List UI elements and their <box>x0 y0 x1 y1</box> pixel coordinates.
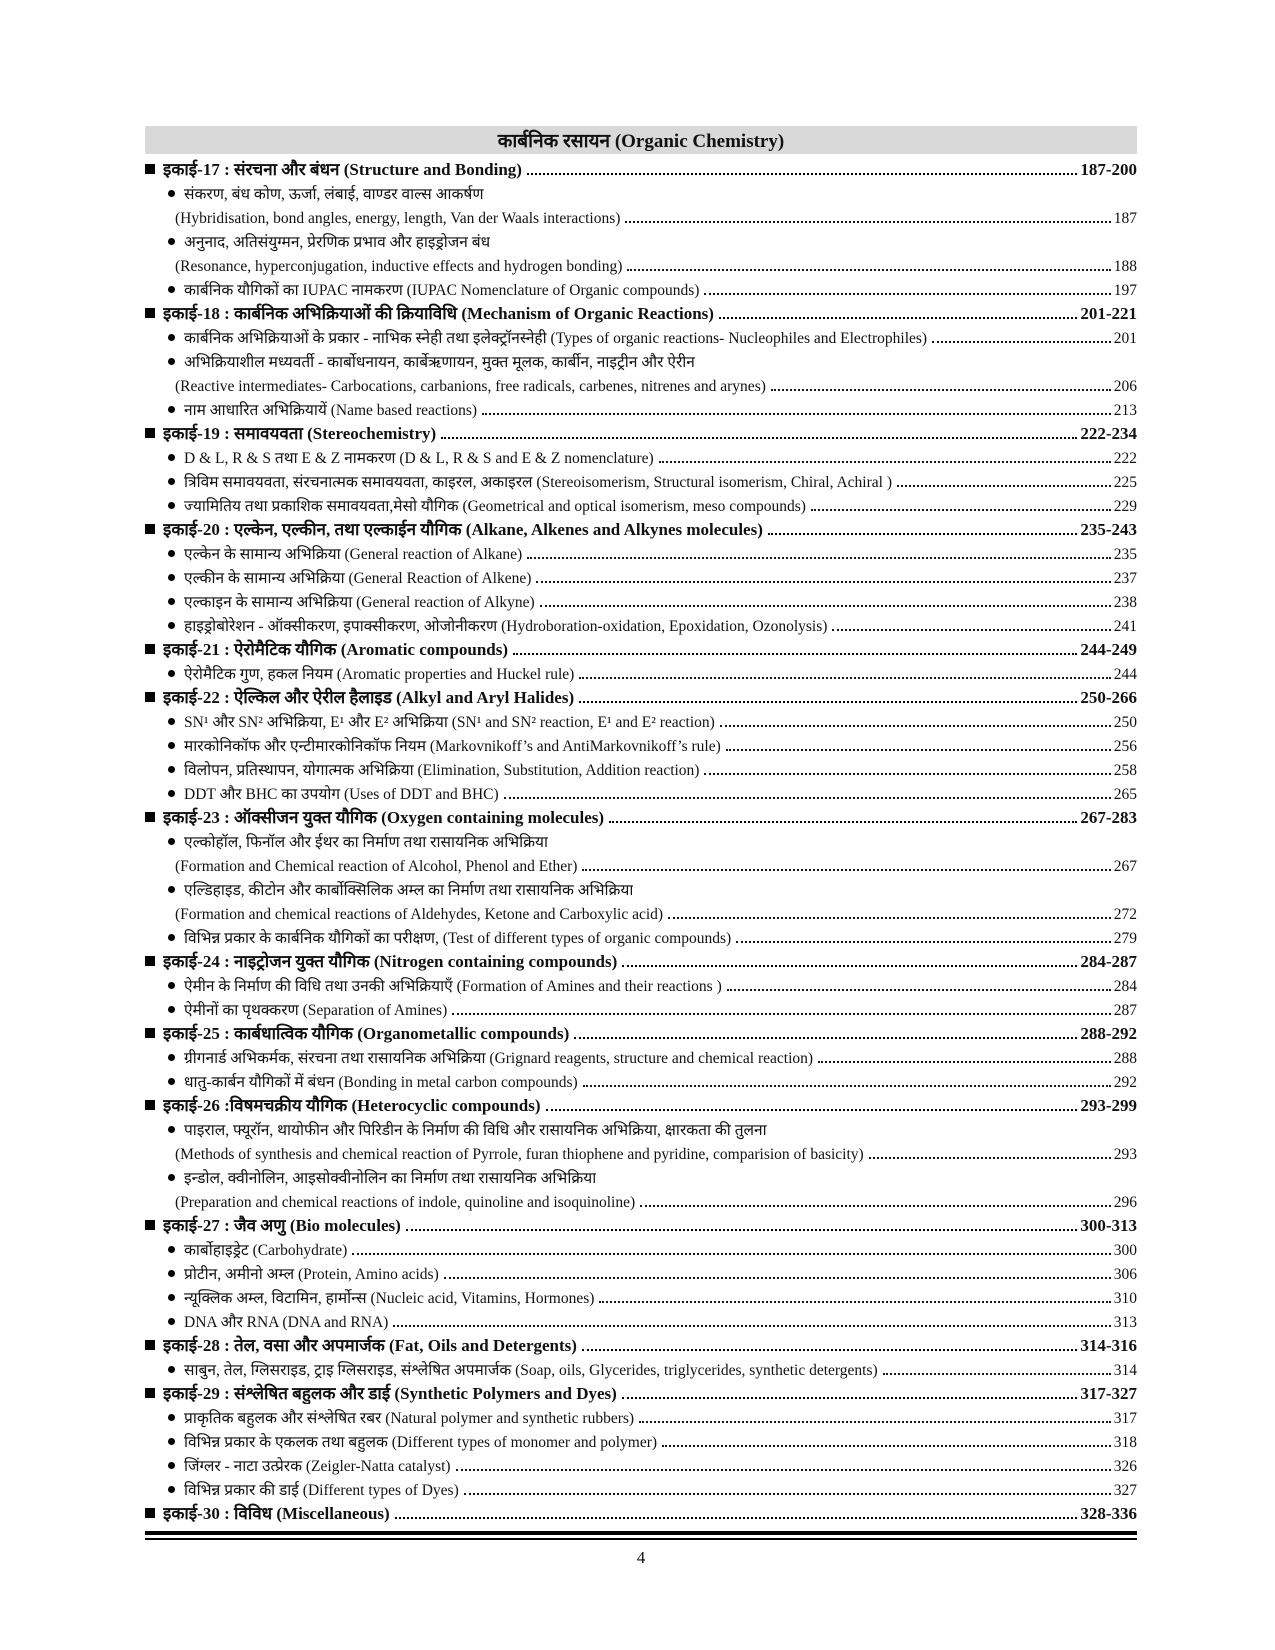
square-bullet-icon <box>145 812 155 822</box>
dot-leader <box>704 293 1110 295</box>
topic-text: DDT और BHC का उपयोग (Uses of DDT and BHC) <box>184 786 499 803</box>
topic-text-hindi: एल्डिहाइड, कीटोन और कार्बोक्सिलिक अम्ल का निर्माण तथा रासायनिक अभिक्रिया <box>184 882 634 899</box>
unit-page-range: 317-327 <box>1080 1384 1137 1403</box>
toc-topic-row <box>145 444 1137 468</box>
circle-bullet-icon <box>168 790 175 797</box>
square-bullet-icon <box>145 1028 155 1038</box>
dot-leader <box>464 1493 1111 1495</box>
square-bullet-icon <box>145 692 155 702</box>
topic-text: ऐरोमैटिक गुण, हकल नियम (Aromatic properties and Huckel rule) <box>184 666 575 683</box>
dot-leader <box>883 1373 1111 1375</box>
dot-leader <box>456 1469 1111 1471</box>
circle-bullet-icon <box>168 1246 175 1253</box>
topic-page-number: 256 <box>1113 738 1137 755</box>
unit-title: इकाई-29 : संश्लेषित बहुलक और डाई (Synthetic Polymers and Dyes) <box>163 1384 617 1403</box>
topic-page-number: 317 <box>1113 1410 1137 1427</box>
topic-page-number: 222 <box>1113 450 1137 467</box>
dot-leader <box>639 1421 1111 1423</box>
toc-unit-row <box>145 156 1137 180</box>
toc-topic-continuation <box>145 204 1137 228</box>
toc-topic-row <box>145 1428 1137 1452</box>
toc-topic-row <box>145 540 1137 564</box>
topic-page-number: 187 <box>1113 210 1137 227</box>
toc-topic-row <box>145 1068 1137 1092</box>
topic-page-number: 265 <box>1113 786 1137 803</box>
unit-page-range: 201-221 <box>1080 304 1137 323</box>
topic-text: न्यूक्लिक अम्ल, विटामिन, हार्मोन्स (Nucleic acid, Vitamins, Hormones) <box>184 1290 595 1307</box>
square-bullet-icon <box>145 1220 155 1230</box>
toc-topic-row <box>145 1356 1137 1380</box>
topic-text: विभिन्न प्रकार के कार्बनिक यौगिकों का परीक्षण, (Test of different types of organic compounds) <box>184 930 732 947</box>
toc-page-content <box>145 126 1137 1568</box>
dot-leader <box>627 269 1110 271</box>
circle-bullet-icon <box>168 1054 175 1061</box>
topic-text: हाइड्रोबोरेशन - ऑक्सीकरण, इपाक्सीकरण, ओजोनीकरण (Hydroboration-oxidation, Epoxidation, Ozonolysis) <box>184 618 828 635</box>
topic-text: DNA और RNA (DNA and RNA) <box>184 1314 389 1331</box>
unit-page-range: 250-266 <box>1080 688 1137 707</box>
toc-topic-row <box>145 276 1137 300</box>
toc-topic-row <box>145 612 1137 636</box>
topic-page-number: 237 <box>1113 570 1137 587</box>
topic-page-number: 318 <box>1113 1434 1137 1451</box>
topic-text-hindi: इन्डोल, क्वीनोलिन, आइसोक्वीनोलिन का निर्माण तथा रासायनिक अभिक्रिया <box>184 1170 597 1187</box>
unit-page-range: 300-313 <box>1080 1216 1137 1235</box>
topic-page-number: 284 <box>1113 978 1137 995</box>
unit-page-range: 187-200 <box>1080 160 1137 179</box>
dot-leader <box>897 485 1111 487</box>
topic-page-number: 206 <box>1113 378 1137 395</box>
dot-leader <box>662 1445 1111 1447</box>
circle-bullet-icon <box>168 358 175 365</box>
dot-leader <box>579 677 1110 679</box>
dot-leader <box>599 1301 1110 1303</box>
topic-text: कार्बनिक यौगिकों का IUPAC नामकरण (IUPAC Nomenclature of Organic compounds) <box>184 282 700 299</box>
dot-leader <box>818 1061 1111 1063</box>
circle-bullet-icon <box>168 1366 175 1373</box>
toc-topic-row <box>145 1404 1137 1428</box>
square-bullet-icon <box>145 308 155 318</box>
circle-bullet-icon <box>168 1414 175 1421</box>
topic-text: ऐमीनों का पृथक्करण (Separation of Amines) <box>184 1002 448 1019</box>
unit-title: इकाई-28 : तेल, वसा और अपमार्जक (Fat, Oils and Detergents) <box>163 1336 577 1355</box>
toc-topic-row <box>145 780 1137 804</box>
toc-topic-row <box>145 756 1137 780</box>
topic-text: ऐमीन के निर्माण की विधि तथा उनकी अभिक्रियाएँ (Formation of Amines and their reactions ) <box>184 978 722 995</box>
dot-leader <box>625 221 1110 223</box>
toc-list <box>145 156 1137 1524</box>
unit-page-range: 267-283 <box>1080 808 1137 827</box>
toc-topic-row <box>145 1308 1137 1332</box>
topic-page-number: 292 <box>1113 1074 1137 1091</box>
unit-page-range: 222-234 <box>1080 424 1137 443</box>
topic-page-number: 241 <box>1113 618 1137 635</box>
topic-text-english: (Resonance, hyperconjugation, inductive effects and hydrogen bonding) <box>175 258 623 275</box>
topic-page-number: 188 <box>1113 258 1137 275</box>
toc-unit-row <box>145 516 1137 540</box>
topic-page-number: 310 <box>1113 1290 1137 1307</box>
topic-page-number: 238 <box>1113 594 1137 611</box>
toc-topic-row <box>145 1044 1137 1068</box>
toc-unit-row <box>145 804 1137 828</box>
dot-leader <box>811 509 1111 511</box>
topic-page-number: 300 <box>1113 1242 1137 1259</box>
unit-page-range: 288-292 <box>1080 1024 1137 1043</box>
circle-bullet-icon <box>168 502 175 509</box>
dot-leader <box>668 917 1111 919</box>
topic-text: ज्यामितिय तथा प्रकाशिक समावयवता,मेसो यौगिक (Geometrical and optical isomerism, meso compounds) <box>184 498 806 515</box>
toc-topic-continuation <box>145 1188 1137 1212</box>
topic-text-hindi: एल्कोहॉल, फिनॉल और ईथर का निर्माण तथा रासायनिक अभिक्रिया <box>184 834 549 851</box>
toc-topic-row <box>145 1452 1137 1476</box>
dot-leader <box>527 173 1077 175</box>
unit-page-range: 235-243 <box>1080 520 1137 539</box>
topic-text-hindi: अनुनाद, अतिसंयुग्मन, प्रेरणिक प्रभाव और हाइड्रोजन बंध <box>184 234 491 251</box>
topic-page-number: 213 <box>1113 402 1137 419</box>
dot-leader <box>574 1037 1077 1039</box>
toc-unit-row <box>145 300 1137 324</box>
dot-leader <box>727 989 1111 991</box>
circle-bullet-icon <box>168 886 175 893</box>
dot-leader <box>704 773 1110 775</box>
unit-title: इकाई-21 : ऐरोमैटिक यौगिक (Aromatic compounds) <box>163 640 509 659</box>
topic-text: प्रोटीन, अमीनो अम्ल (Protein, Amino acids) <box>184 1266 439 1283</box>
dot-leader <box>932 341 1111 343</box>
unit-title: इकाई-22 : ऐल्किल और ऐरील हैलाइड (Alkyl and Aryl Halides) <box>163 688 575 707</box>
dot-leader <box>406 1229 1078 1231</box>
circle-bullet-icon <box>168 406 175 413</box>
toc-topic-continuation <box>145 852 1137 876</box>
circle-bullet-icon <box>168 334 175 341</box>
unit-title: इकाई-18 : कार्बनिक अभिक्रियाओं की क्रियाविधि (Mechanism of Organic Reactions) <box>163 304 714 323</box>
toc-topic-row <box>145 1164 1137 1188</box>
dot-leader <box>540 605 1111 607</box>
circle-bullet-icon <box>168 1174 175 1181</box>
unit-page-range: 293-299 <box>1080 1096 1137 1115</box>
toc-unit-row <box>145 1380 1137 1404</box>
unit-title: इकाई-17 : संरचना और बंधन (Structure and Bonding) <box>163 160 522 179</box>
toc-topic-continuation <box>145 372 1137 396</box>
dot-leader <box>513 653 1077 655</box>
circle-bullet-icon <box>168 982 175 989</box>
toc-topic-row <box>145 972 1137 996</box>
topic-text-english: (Formation and chemical reactions of Aldehydes, Ketone and Carboxylic acid) <box>175 906 664 923</box>
topic-page-number: 327 <box>1113 1482 1137 1499</box>
topic-text: मारकोनिकॉफ और एन्टीमारकोनिकॉफ नियम (Markovnikoff’s and AntiMarkovnikoff’s rule) <box>184 738 721 755</box>
toc-topic-row <box>145 396 1137 420</box>
circle-bullet-icon <box>168 286 175 293</box>
circle-bullet-icon <box>168 1486 175 1493</box>
topic-text-english: (Methods of synthesis and chemical reaction of Pyrrole, furan thiophene and pyridine, comparision of basicity) <box>175 1146 864 1163</box>
circle-bullet-icon <box>168 454 175 461</box>
dot-leader <box>609 821 1077 823</box>
topic-text: कार्बनिक अभिक्रियाओं के प्रकार - नाभिक स्नेही तथा इलेक्ट्रॉनस्नेही (Types of organic reactions- Nucleophiles and Electrophiles) <box>184 330 928 347</box>
topic-text-hindi: संकरण, बंध कोण, ऊर्जा, लंबाई, वाण्डर वाल्स आकर्षण <box>184 186 484 203</box>
topic-text-hindi: अभिक्रियाशील मध्यवर्ती - कार्बोधनायन, कार्बेऋणायन, मुक्त मूलक, कार्बीन, नाइट्रीन और ऐरीन <box>184 354 695 371</box>
topic-page-number: 296 <box>1113 1194 1137 1211</box>
circle-bullet-icon <box>168 574 175 581</box>
dot-leader <box>736 941 1111 943</box>
topic-page-number: 313 <box>1113 1314 1137 1331</box>
unit-title: इकाई-24 : नाइट्रोजन युक्त यौगिक (Nitrogen containing compounds) <box>163 952 618 971</box>
unit-title: इकाई-23 : ऑक्सीजन युक्त यौगिक (Oxygen containing molecules) <box>163 808 605 827</box>
toc-unit-row <box>145 948 1137 972</box>
dot-leader <box>726 749 1111 751</box>
topic-text: त्रिविम समावयवता, संरचनात्मक समावयवता, काइरल, अकाइरल (Stereoisomerism, Structural isomerism, Chiral, Achiral ) <box>184 474 892 491</box>
section-header-bar <box>145 126 1137 154</box>
topic-text: जिंग्लर - नाटा उत्प्रेरक (Zeigler-Natta catalyst) <box>184 1458 451 1475</box>
circle-bullet-icon <box>168 478 175 485</box>
dot-leader <box>622 1397 1078 1399</box>
circle-bullet-icon <box>168 190 175 197</box>
toc-unit-row <box>145 1212 1137 1236</box>
square-bullet-icon <box>145 428 155 438</box>
topic-text: एल्कीन के सामान्य अभिक्रिया (General Reaction of Alkene) <box>184 570 532 587</box>
circle-bullet-icon <box>168 766 175 773</box>
unit-title: इकाई-20 : एल्केन, एल्कीन, तथा एल्काईन यौगिक (Alkane, Alkenes and Alkynes molecules) <box>163 520 763 539</box>
toc-topic-row <box>145 876 1137 900</box>
circle-bullet-icon <box>168 670 175 677</box>
circle-bullet-icon <box>168 934 175 941</box>
toc-topic-row <box>145 1116 1137 1140</box>
toc-topic-row <box>145 588 1137 612</box>
toc-topic-row <box>145 708 1137 732</box>
topic-page-number: 201 <box>1113 330 1137 347</box>
circle-bullet-icon <box>168 550 175 557</box>
toc-unit-row <box>145 420 1137 444</box>
toc-topic-row <box>145 1236 1137 1260</box>
unit-title: इकाई-27 : जैव अणु (Bio molecules) <box>163 1216 401 1235</box>
toc-unit-row <box>145 1500 1137 1524</box>
dot-leader <box>546 1109 1078 1111</box>
toc-topic-row <box>145 468 1137 492</box>
toc-topic-continuation <box>145 900 1137 924</box>
toc-topic-row <box>145 660 1137 684</box>
topic-page-number: 244 <box>1113 666 1137 683</box>
dot-leader <box>536 581 1110 583</box>
circle-bullet-icon <box>168 1318 175 1325</box>
toc-unit-row <box>145 1020 1137 1044</box>
dot-leader <box>582 869 1110 871</box>
topic-page-number: 326 <box>1113 1458 1137 1475</box>
topic-text: एल्काइन के सामान्य अभिक्रिया (General reaction of Alkyne) <box>184 594 535 611</box>
unit-page-range: 314-316 <box>1080 1336 1137 1355</box>
topic-page-number: 267 <box>1113 858 1137 875</box>
unit-page-range: 284-287 <box>1080 952 1137 971</box>
circle-bullet-icon <box>168 1438 175 1445</box>
toc-topic-row <box>145 732 1137 756</box>
toc-unit-row <box>145 684 1137 708</box>
topic-text-hindi: पाइराल, फ्यूरॉन, थायोफीन और पिरिडीन के निर्माण की विधि और रासायनिक अभिक्रिया, क्षारकता की तुलना <box>184 1122 767 1139</box>
toc-topic-row <box>145 1476 1137 1500</box>
footer-double-rule <box>145 1531 1137 1540</box>
circle-bullet-icon <box>168 1462 175 1469</box>
toc-topic-row <box>145 828 1137 852</box>
dot-leader <box>395 1517 1078 1519</box>
circle-bullet-icon <box>168 238 175 245</box>
unit-title: इकाई-19 : समावयवता (Stereochemistry) <box>163 424 437 443</box>
toc-topic-continuation <box>145 252 1137 276</box>
topic-text-english: (Reactive intermediates- Carbocations, carbanions, free radicals, carbenes, nitrenes and arynes) <box>175 378 766 395</box>
section-title: कार्बनिक रसायन (Organic Chemistry) <box>497 131 785 152</box>
circle-bullet-icon <box>168 718 175 725</box>
toc-topic-row <box>145 1284 1137 1308</box>
toc-unit-row <box>145 1092 1137 1116</box>
topic-page-number: 293 <box>1113 1146 1137 1163</box>
topic-text: कार्बोहाइड्रेट (Carbohydrate) <box>184 1242 348 1259</box>
topic-page-number: 279 <box>1113 930 1137 947</box>
topic-text: नाम आधारित अभिक्रियायें (Name based reactions) <box>184 402 478 419</box>
toc-topic-row <box>145 180 1137 204</box>
topic-text: विभिन्न प्रकार के एकलक तथा बहुलक (Different types of monomer and polymer) <box>184 1434 658 1451</box>
topic-text-english: (Formation and Chemical reaction of Alcohol, Phenol and Ether) <box>175 858 578 875</box>
dot-leader <box>444 1277 1111 1279</box>
topic-text: साबुन, तेल, ग्लिसराइड, ट्राइ ग्लिसराइड, संश्लेषित अपमार्जक (Soap, oils, Glycerides, triglycerides, synthetic detergents) <box>184 1362 878 1379</box>
square-bullet-icon <box>145 644 155 654</box>
dot-leader <box>768 533 1077 535</box>
dot-leader <box>441 437 1077 439</box>
square-bullet-icon <box>145 164 155 174</box>
topic-text: ग्रीगनार्ड अभिकर्मक, संरचना तथा रासायनिक अभिक्रिया (Grignard reagents, structure and chemical reaction) <box>184 1050 814 1067</box>
topic-page-number: 287 <box>1113 1002 1137 1019</box>
topic-text: प्राकृतिक बहुलक और संश्लेषित रबर (Natural polymer and synthetic rubbers) <box>184 1410 635 1427</box>
topic-page-number: 229 <box>1113 498 1137 515</box>
topic-page-number: 225 <box>1113 474 1137 491</box>
unit-title: इकाई-26 :विषमचक्रीय यौगिक (Heterocyclic compounds) <box>163 1096 541 1115</box>
circle-bullet-icon <box>168 622 175 629</box>
topic-page-number: 314 <box>1113 1362 1137 1379</box>
circle-bullet-icon <box>168 742 175 749</box>
toc-topic-row <box>145 324 1137 348</box>
dot-leader <box>622 965 1077 967</box>
square-bullet-icon <box>145 1100 155 1110</box>
square-bullet-icon <box>145 1388 155 1398</box>
toc-topic-row <box>145 564 1137 588</box>
dot-leader <box>352 1253 1110 1255</box>
topic-text: एल्केन के सामान्य अभिक्रिया (General reaction of Alkane) <box>184 546 523 563</box>
topic-page-number: 306 <box>1113 1266 1137 1283</box>
toc-unit-row <box>145 636 1137 660</box>
topic-page-number: 250 <box>1113 714 1137 731</box>
topic-page-number: 288 <box>1113 1050 1137 1067</box>
circle-bullet-icon <box>168 838 175 845</box>
circle-bullet-icon <box>168 1294 175 1301</box>
topic-page-number: 197 <box>1113 282 1137 299</box>
unit-page-range: 244-249 <box>1080 640 1137 659</box>
dot-leader <box>482 413 1111 415</box>
toc-unit-row <box>145 1332 1137 1356</box>
dot-leader <box>393 1325 1110 1327</box>
dot-leader <box>582 1349 1077 1351</box>
circle-bullet-icon <box>168 1126 175 1133</box>
dot-leader <box>452 1013 1110 1015</box>
square-bullet-icon <box>145 1508 155 1518</box>
dot-leader <box>659 461 1111 463</box>
dot-leader <box>583 1085 1111 1087</box>
topic-text-english: (Preparation and chemical reactions of indole, quinoline and isoquinoline) <box>175 1194 636 1211</box>
square-bullet-icon <box>145 524 155 534</box>
topic-page-number: 258 <box>1113 762 1137 779</box>
circle-bullet-icon <box>168 598 175 605</box>
toc-topic-row <box>145 924 1137 948</box>
topic-text: विलोपन, प्रतिस्थापन, योगात्मक अभिक्रिया (Elimination, Substitution, Addition reaction) <box>184 762 700 779</box>
unit-title: इकाई-25 : कार्बधात्विक यौगिक (Organometallic compounds) <box>163 1024 570 1043</box>
toc-topic-row <box>145 996 1137 1020</box>
toc-topic-row <box>145 348 1137 372</box>
unit-page-range: 328-336 <box>1080 1504 1137 1523</box>
dot-leader <box>579 701 1077 703</box>
dot-leader <box>640 1205 1111 1207</box>
dot-leader <box>527 557 1111 559</box>
unit-title: इकाई-30 : विविध (Miscellaneous) <box>163 1504 390 1523</box>
circle-bullet-icon <box>168 1006 175 1013</box>
dot-leader <box>719 317 1077 319</box>
square-bullet-icon <box>145 1340 155 1350</box>
circle-bullet-icon <box>168 1270 175 1277</box>
dot-leader <box>869 1157 1111 1159</box>
topic-page-number: 235 <box>1113 546 1137 563</box>
topic-text: विभिन्न प्रकार की डाई (Different types of Dyes) <box>184 1482 459 1499</box>
topic-text-english: (Hybridisation, bond angles, energy, length, Van der Waals interactions) <box>175 210 621 227</box>
dot-leader <box>771 389 1111 391</box>
page-number: 4 <box>636 1548 646 1567</box>
dot-leader <box>720 725 1111 727</box>
topic-text: धातु-कार्बन यौगिकों में बंधन (Bonding in metal carbon compounds) <box>184 1074 578 1091</box>
toc-topic-continuation <box>145 1140 1137 1164</box>
toc-topic-row <box>145 1260 1137 1284</box>
toc-topic-row <box>145 228 1137 252</box>
toc-topic-row <box>145 492 1137 516</box>
topic-text: D & L, R & S तथा E & Z नामकरण (D & L, R & S and E & Z nomenclature) <box>184 450 654 467</box>
topic-text: SN¹ और SN² अभिक्रिया, E¹ और E² अभिक्रिया (SN¹ and SN² reaction, E¹ and E² reaction) <box>184 714 715 731</box>
topic-page-number: 272 <box>1113 906 1137 923</box>
dot-leader <box>832 629 1110 631</box>
circle-bullet-icon <box>168 1078 175 1085</box>
dot-leader <box>504 797 1111 799</box>
square-bullet-icon <box>145 956 155 966</box>
